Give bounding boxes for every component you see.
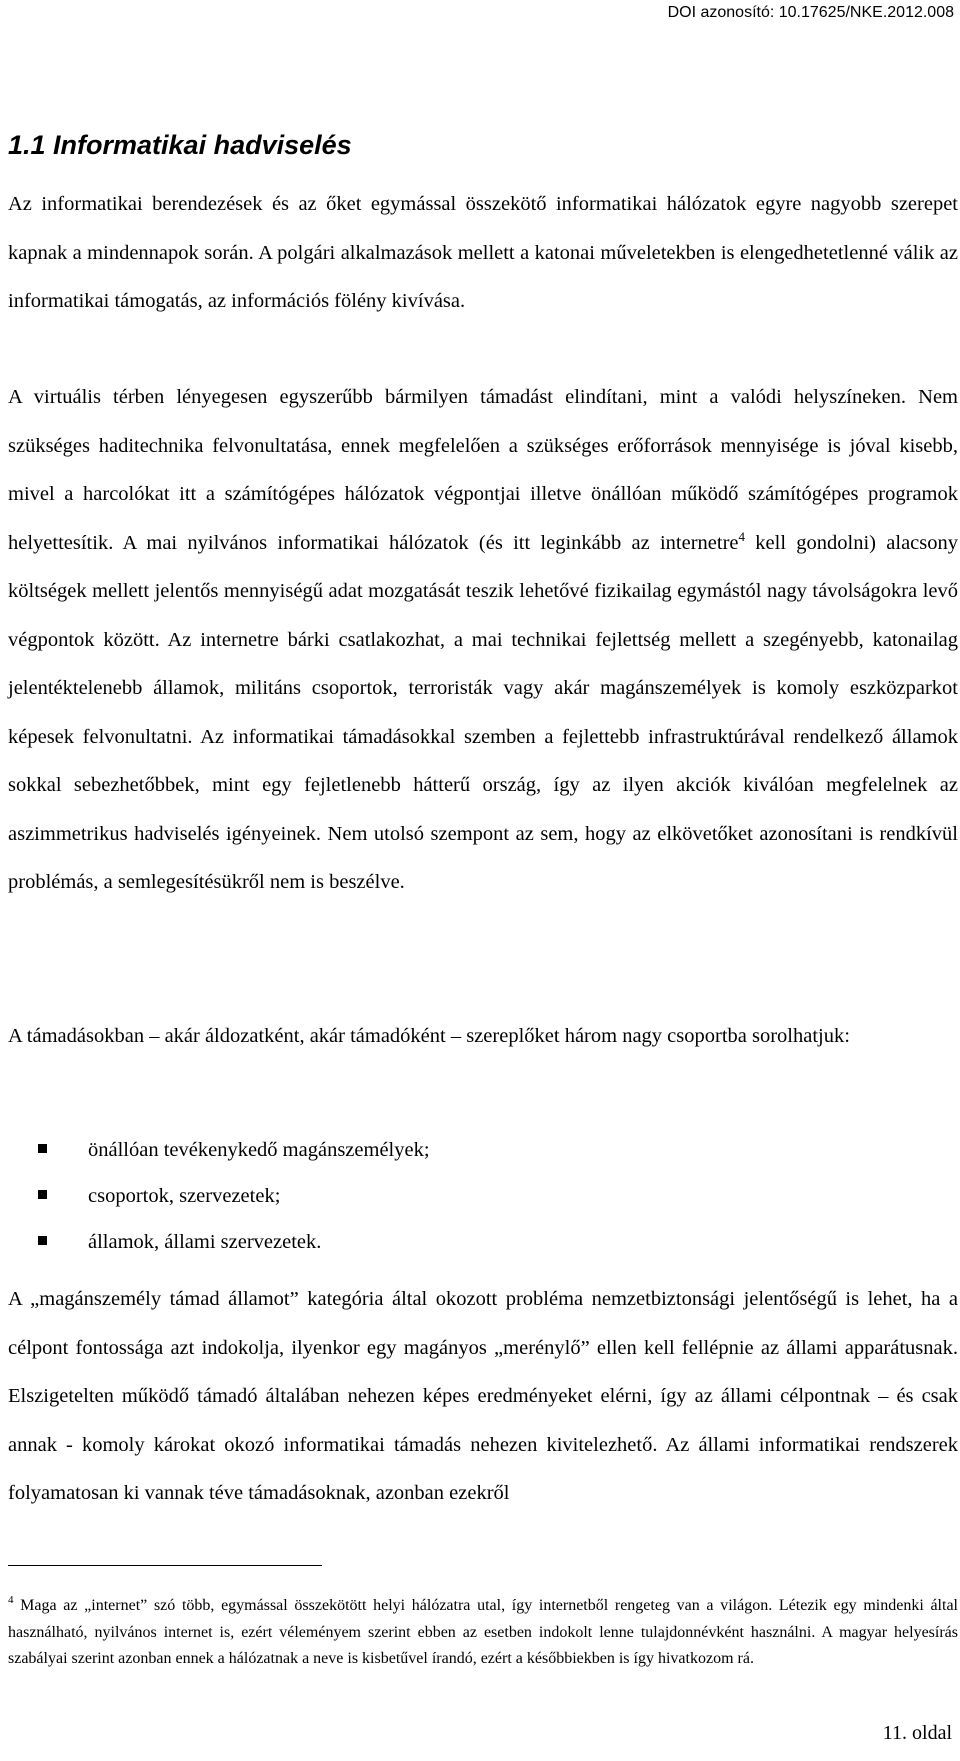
- list-item: [8, 1127, 948, 1173]
- footnote-reference: 4: [738, 528, 746, 544]
- paragraph-virtual-space-part2: kell gondolni) alacsony költségek mellett jelentős mennyiségű adat mozgatását teszik lehetővé fizikailag egymástól nagy távolságokra levő végpontok között. Az internetre bárki csatlakozhat, a mai technikai fejlettség mellett a szegényebb, katonailag jelentéktelenebb államok, militáns csoportok, terroristák vagy akár magánszemélyek is komoly eszközparkot képesek felvonultatni. Az informatikai támadásokkal szemben a fejlettebb infrastruktúrával rendelkező államok sokkal sebezhetőbbek, mint egy fejletlenebb hátterű ország, így az ilyen akciók kiválóan megfelelnek az aszimmetrikus hadviselés igényeinek. Nem utolsó szempont az sem, hogy az elkövetőket azonosítani is rendkívül problémás, a semlegesítésükről nem is beszélve.: [8, 531, 958, 893]
- footnote: [8, 1593, 958, 1673]
- paragraph-individual-vs-state: A „magánszemély támad államot” kategória által okozott probléma nemzetbiztonsági jelentőségű is lehet, ha a célpont fontossága azt indokolja, ilyenkor egy magányos „merénylő” ellen kell fellépnie az állami apparátusnak. Elszigetelten működő támadó általában nehezen képes eredményeket elérni, így az állami célpontnak – és csak annak - komoly károkat okozó informatikai támadás nehezen kivitelezhető. Az állami informatikai rendszerek folyamatosan ki vannak téve támadásoknak, azonban ezekről: [8, 1288, 958, 1504]
- list-item-text: önállóan tevékenykedő magánszemélyek;: [88, 1139, 430, 1161]
- footnote-text: Maga az „internet” szó több, egymással összekötött helyi hálózatra utal, így internetből rengeteg van a világon. Létezik egy mindenki által használható, nyilvános internet is, ezért véleményem szerint ebben az esetben indokolt lenne tulajdonnévként használni. A magyar helyesírás szabályai szerint azonban ennek a hálózatnak a neve is kisbetűvel írandó, ezért a későbbiekben is így hivatkozom rá.: [8, 1597, 958, 1667]
- doi-header: DOI azonosító: 10.17625/NKE.2012.008: [667, 4, 954, 21]
- paragraph-virtual-space-part1: A virtuális térben lényegesen egyszerűbb bármilyen támadást elindítani, mint a valódi helyszíneken. Nem szükséges haditechnika felvonultatása, ennek megfelelően a szükséges erőforrások mennyisége is jóval kisebb, mivel a harcolókat itt a számítógépes hálózatok végpontjai illetve önállóan működő számítógépes programok helyettesítik. A mai nyilvános informatikai hálózatok (és itt leginkább az internetre: [8, 386, 958, 554]
- square-bullet-icon: [38, 1236, 47, 1245]
- square-bullet-icon: [38, 1144, 47, 1153]
- footnote-number: 4: [8, 1594, 14, 1606]
- footnote-separator: [8, 1565, 322, 1566]
- paragraph-attacker-groups: A támadásokban – akár áldozatként, akár támadóként – szereplőket három nagy csoportba sorolhatjuk:: [8, 1025, 850, 1047]
- paragraph-virtual-space: [8, 373, 958, 907]
- list-item: [8, 1219, 948, 1265]
- list-item: [8, 1173, 948, 1219]
- section-title: 1.1 Informatikai hadviselés: [8, 130, 352, 160]
- list-item-text: csoportok, szervezetek;: [88, 1185, 281, 1207]
- square-bullet-icon: [38, 1190, 47, 1199]
- list-item-text: államok, állami szervezetek.: [88, 1231, 322, 1253]
- page-number: 11. oldal: [882, 1722, 952, 1744]
- paragraph-intro: Az informatikai berendezések és az őket egymással összekötő informatikai hálózatok egyre nagyobb szerepet kapnak a mindennapok során. A polgári alkalmazások mellett a katonai műveletekben is elengedhetetlenné válik az informatikai támogatás, az információs fölény kivívása.: [8, 193, 958, 312]
- attacker-group-list: [8, 1127, 948, 1265]
